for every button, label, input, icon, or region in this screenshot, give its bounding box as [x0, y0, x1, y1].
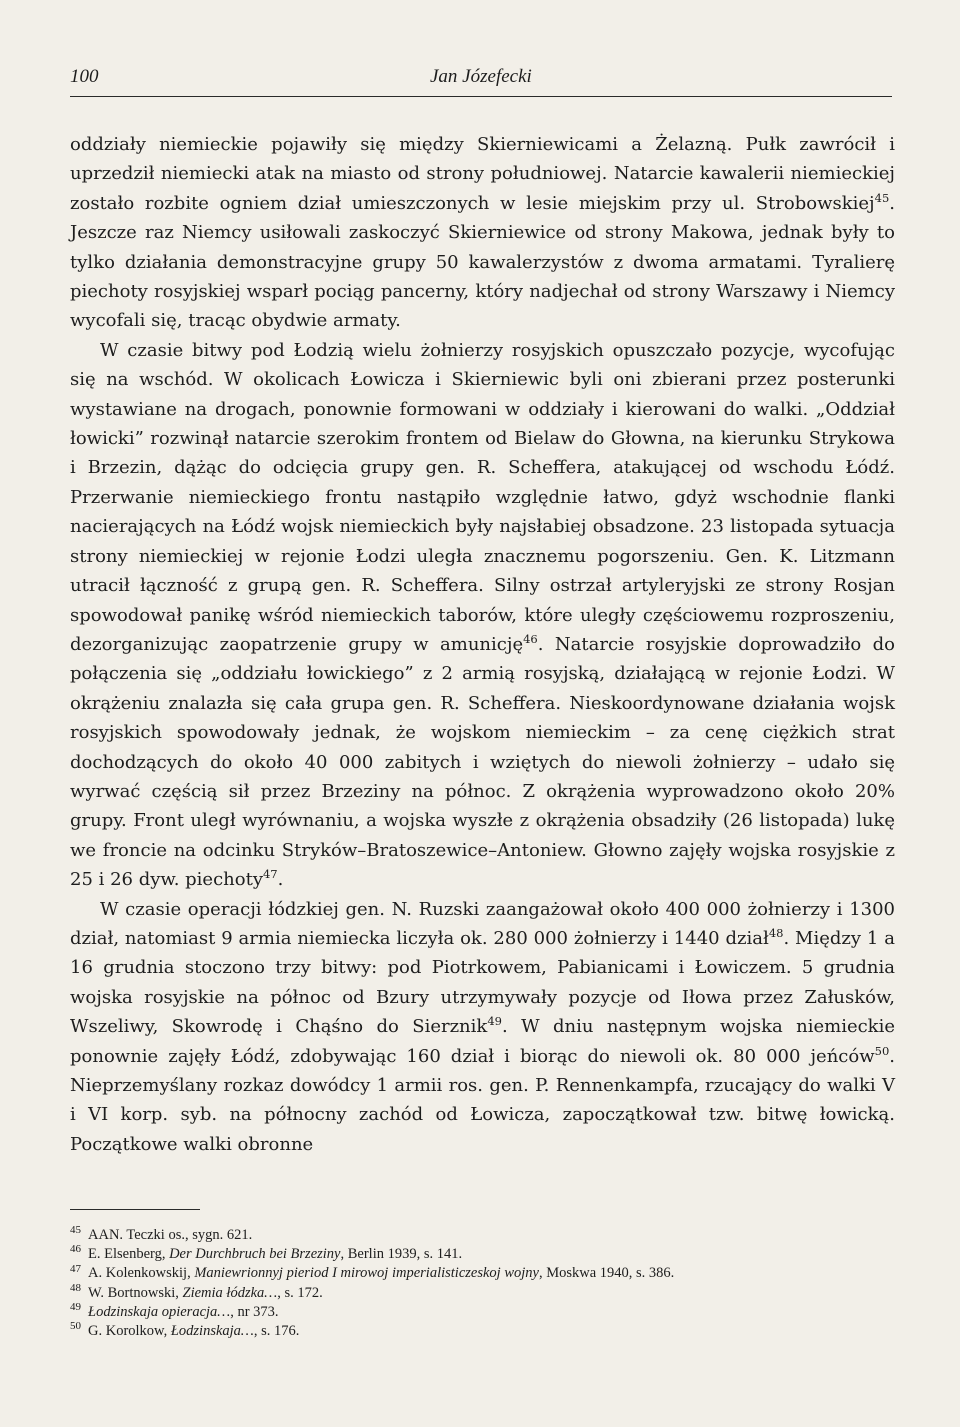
footnote-number: 50 [70, 1320, 81, 1333]
footnote-number: 48 [70, 1281, 81, 1294]
footnote-text: AAN. Teczki os., sygn. 621. [88, 1227, 253, 1243]
paragraph-1 [70, 130, 895, 336]
footnote-title: Ziemia łódzka… [182, 1284, 278, 1301]
footnote-title: Łodzinskaja… [170, 1323, 254, 1340]
paragraph-text: . Nieprzemyślany rozkaz dowódcy 1 armii ros. gen. P. Rennenkampfa, rzucający do walki V i VI korp. syb. na północny zachód od Łowicza, zapoczątkował tzw. bitwę łowicką. Początkowe walki obronne [70, 1045, 895, 1155]
paragraph-text: . Natarcie rosyjskie doprowadziło do połączenia się „oddziału łowickiego” z 2 armią rosyjską, działającą w rejonie Łodzi. W okrążeniu znalazła się cała grupa gen. R. Scheffera. Nieskoordynowane działania wojsk rosyjskich spowodowały jednak, że wojskom niemieckim – za cenę ciężkich strat dochodzących do około 40 000 zabitych i wziętych do niewoli żołnierzy – udało się wyrwać częścią sił przez Brzeziny na północ. Z okrążenia wyprowadzono około 20% grupy. Front uległ wyrównaniu, a wojska wyszłe z okrążenia obsadziły (26 listopada) lukę we froncie na odcinku Stryków–Bratoszewice–Antoniew. Głowno zajęły wojska rosyjskie z 25 i 26 dyw. piechoty [70, 633, 895, 891]
footnote-ref-50: 50 [874, 1043, 890, 1058]
page-number: 100 [70, 66, 99, 87]
paragraph-text: . Między 1 a 16 grudnia stoczono trzy bitwy: pod Piotrkowem, Pabianicami i Łowiczem. 5 grudnia wojska rosyjskie na północ od Bzury utrzymywały pozycje od Iłowa przez Załusków, Wszeliwy, Skowrodę i Chąśno do Sierznik [70, 927, 895, 1038]
footnote-ref-45: 45 [874, 190, 890, 205]
paragraph-2 [70, 336, 895, 895]
paragraph-text: . Jeszcze raz Niemcy usiłowali zaskoczyć Skierniewice od strony Makowa, jednak były to tylko działania demonstracyjne grupy 50 kawalerzystów z dwoma armatami. Tyralierę piechoty rosyjskiej wsparł pociąg pancerny, który nadjechał od strony Warszawy i Niemcy wycofali się, tracąc obydwie armaty. [70, 192, 895, 332]
paragraph-text: . W dniu następnym wojska niemieckie ponownie zajęły Łódź, zdobywając 160 dział i biorąc do niewoli ok. 80 000 jeńców [70, 1016, 895, 1067]
footnote-number: 49 [70, 1300, 81, 1313]
footnote-title: Maniewrionnyj pieriod I mirowoj imperialisticzeskoj wojny [194, 1265, 539, 1282]
main-text [70, 130, 895, 1159]
footnote-text: , Berlin 1939, s. 141. [340, 1246, 463, 1263]
paragraph-3 [70, 895, 895, 1160]
footnote-number: 45 [70, 1224, 81, 1237]
paragraph-text: W czasie bitwy pod Łodzią wielu żołnierzy rosyjskich opuszczało pozycje, wycofując się na wschód. W okolicach Łowicza i Skierniewic byli oni zbierani przez posterunki wystawiane na drogach, ponownie formowani w oddziały i kierowani do walki. „Oddział łowicki” rozwinął natarcie szerokim frontem od Bielaw do Głowna, na kierunku Strykowa i Brzezin, dążąc do odcięcia grupy gen. R. Scheffera, atakującej od wschodu Łódź. Przerwanie niemieckiego frontu nastąpiło względnie łatwo, gdyż wschodnie flanki nacierających na Łódź wojsk niemieckich były najsłabiej obsadzone. 23 listopada sytuacja strony niemieckiej w rejonie Łodzi uległa znacznemu pogorszeniu. Gen. K. Litzmann utracił łączność z grupą gen. R. Scheffera. Silny ostrzał artyleryjski ze strony Rosjan spowodował panikę wśród niemieckich taborów, które uległy częściowemu rozproszeniu, dezorganizując zaopatrzenie grupy w amunicję [70, 339, 895, 655]
paragraph-text: . [277, 869, 284, 891]
paragraph-text: W czasie operacji łódzkiej gen. N. Ruzski zaangażował około 400 000 żołnierzy i 1300 dział, natomiast 9 armia niemiecka liczyła ok. 280 000 żołnierzy i 1440 dział [70, 898, 895, 949]
running-header-author: Jan Józefecki [430, 66, 532, 87]
footnote-ref-49: 49 [487, 1014, 502, 1029]
footnote-45 [70, 1226, 890, 1245]
paragraph-text: oddziały niemieckie pojawiły się między Skierniewicami a Żelazną. Pułk zawrócił i uprzedził niemiecki atak na miasto od strony południowej. Natarcie kawalerii niemieckiej zostało rozbite ogniem dział umieszczonych w lesie miejskim przy ul. Strobowskiej [70, 134, 895, 214]
footnote-text: , s. 176. [253, 1323, 300, 1340]
footnote-text: G. Korolkow, [88, 1323, 171, 1340]
footnote-number: 46 [70, 1243, 81, 1256]
footnote-ref-46: 46 [523, 631, 538, 646]
footnote-divider [70, 1209, 200, 1210]
footnote-49 [70, 1300, 890, 1322]
footnote-text: W. Bortnowski, [88, 1284, 183, 1301]
footnote-ref-48: 48 [768, 925, 784, 940]
footnotes [70, 1226, 890, 1341]
footnote-46 [70, 1245, 890, 1264]
footnote-title: Łodzinskaja opieracja… [88, 1303, 231, 1320]
footnote-text: A. Kolenkowskij, [88, 1265, 195, 1282]
footnote-48 [70, 1281, 890, 1303]
footnote-47 [70, 1264, 890, 1283]
footnote-text: , nr 373. [230, 1303, 279, 1320]
footnote-ref-47: 47 [262, 867, 278, 882]
footnote-text: E. Elsenberg, [88, 1246, 170, 1263]
footnote-text: , Moskwa 1940, s. 386. [538, 1265, 675, 1282]
footnote-number: 47 [70, 1262, 81, 1275]
footnote-text: , s. 172. [277, 1284, 323, 1301]
footnote-50 [70, 1322, 890, 1341]
footnote-title: Der Durchbruch bei Brzeziny [169, 1246, 341, 1263]
running-header [70, 66, 892, 97]
